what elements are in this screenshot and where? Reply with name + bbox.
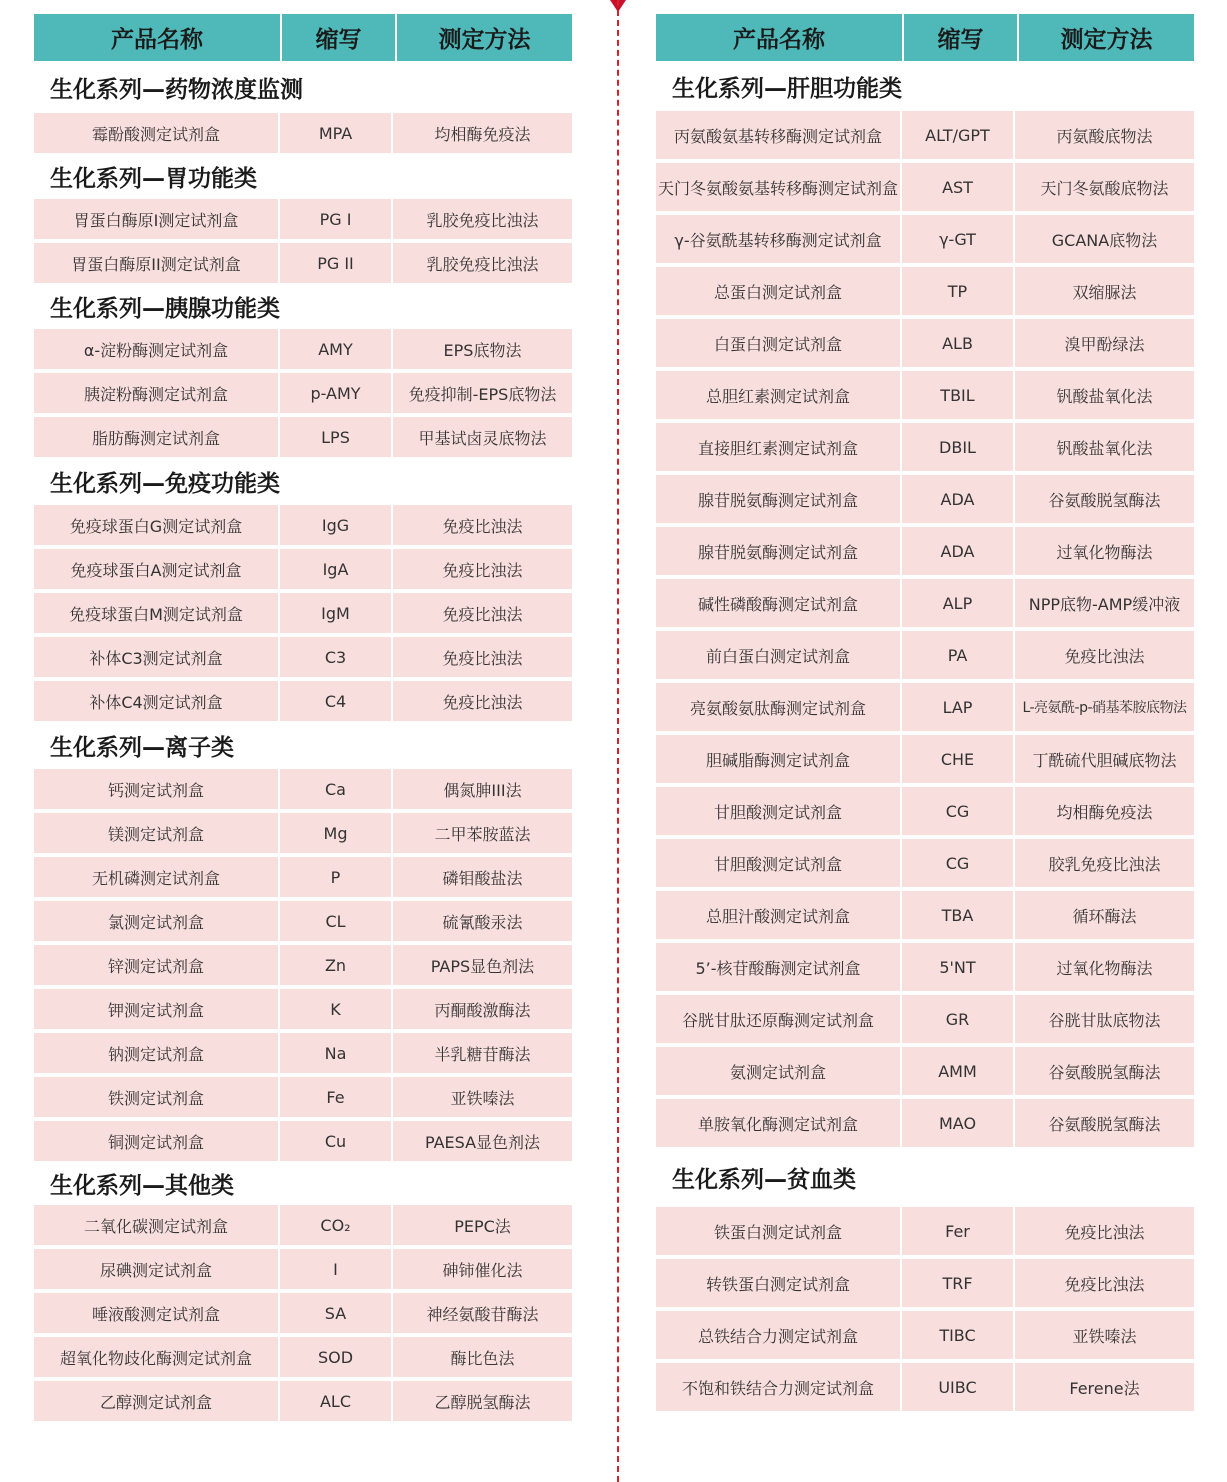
method-cell: 双缩脲法 <box>1072 282 1137 302</box>
table-row <box>34 113 572 153</box>
method-cell: 乙醇脱氢酶法 <box>434 1392 531 1412</box>
table-row <box>656 111 1194 159</box>
abbreviation-cell: Fer <box>902 1207 1015 1255</box>
table-row <box>656 215 1194 263</box>
product-name-cell: 氨测定试剂盒 <box>656 1047 902 1095</box>
abbreviation-cell: C3 <box>280 637 393 677</box>
method-cell: 均相酶免疫法 <box>1056 802 1153 822</box>
table-row <box>34 769 572 809</box>
right-table <box>656 14 1194 1411</box>
method-cell: 丙酮酸激酶法 <box>434 1000 531 1020</box>
method-cell: GCANA底物法 <box>1051 230 1158 250</box>
method-cell: 免疫比浊法 <box>1064 1222 1145 1242</box>
method-cell: 亚铁嗪法 <box>450 1088 515 1108</box>
abbreviation-cell: TP <box>902 267 1015 315</box>
method-cell: 免疫比浊法 <box>1064 646 1145 666</box>
abbreviation-cell: 5'NT <box>902 943 1015 991</box>
abbreviation-cell: TRF <box>902 1259 1015 1307</box>
header-abbreviation: 缩写 <box>282 14 397 61</box>
table-header <box>34 14 572 61</box>
abbreviation-cell: ALT/GPT <box>902 111 1015 159</box>
product-name-cell: 胰淀粉酶测定试剂盒 <box>34 373 280 413</box>
abbreviation-cell: MPA <box>280 113 393 153</box>
method-cell: 过氧化物酶法 <box>1056 542 1153 562</box>
abbreviation-cell: LAP <box>902 683 1015 731</box>
product-name-cell: 5’-核苷酸酶测定试剂盒 <box>656 943 902 991</box>
method-cell: 半乳糖苷酶法 <box>434 1044 531 1064</box>
abbreviation-cell: ALC <box>280 1381 393 1421</box>
product-name-cell: 锌测定试剂盒 <box>34 945 280 985</box>
method-cell: 溴甲酚绿法 <box>1064 334 1145 354</box>
section-title: 生化系列—药物浓度监测 <box>50 76 303 103</box>
method-cell: 免疫比浊法 <box>442 604 523 624</box>
product-name-cell: 脂肪酶测定试剂盒 <box>34 417 280 457</box>
method-cell: 谷氨酸脱氢酶法 <box>1048 1062 1161 1082</box>
method-cell: 磷钼酸盐法 <box>442 868 523 888</box>
method-cell: Ferene法 <box>1069 1378 1140 1398</box>
section-title: 生化系列—免疫功能类 <box>50 470 280 497</box>
abbreviation-cell: ADA <box>902 527 1015 575</box>
header-method: 测定方法 <box>1060 27 1153 53</box>
table-row <box>34 989 572 1029</box>
method-cell: 亚铁嗪法 <box>1072 1326 1137 1346</box>
abbreviation-cell: CL <box>280 901 393 941</box>
table-row <box>34 813 572 853</box>
abbreviation-cell: TBIL <box>902 371 1015 419</box>
table-row <box>656 475 1194 523</box>
product-name-cell: 腺苷脱氨酶测定试剂盒 <box>656 475 902 523</box>
abbreviation-cell: Ca <box>280 769 393 809</box>
product-name-cell: 铁蛋白测定试剂盒 <box>656 1207 902 1255</box>
abbreviation-cell: CO₂ <box>280 1205 393 1245</box>
product-name-cell: 胃蛋白酶原II测定试剂盒 <box>34 243 280 283</box>
product-name-cell: 钙测定试剂盒 <box>34 769 280 809</box>
table-row <box>656 1099 1194 1147</box>
abbreviation-cell: PG I <box>280 199 393 239</box>
method-cell: 神经氨酸苷酶法 <box>426 1304 539 1324</box>
table-header <box>656 14 1194 61</box>
table-row <box>656 579 1194 627</box>
table-row <box>656 683 1194 731</box>
table-row <box>34 637 572 677</box>
table-row <box>656 267 1194 315</box>
table-row <box>34 1249 572 1289</box>
product-name-cell: 腺苷脱氨酶测定试剂盒 <box>656 527 902 575</box>
product-name-cell: 镁测定试剂盒 <box>34 813 280 853</box>
product-name-cell: 乙醇测定试剂盒 <box>34 1381 280 1421</box>
abbreviation-cell: γ-GT <box>902 215 1015 263</box>
table-row <box>34 1381 572 1421</box>
abbreviation-cell: UIBC <box>902 1363 1015 1411</box>
method-cell: 谷氨酸脱氢酶法 <box>1048 490 1161 510</box>
method-cell: 偶氮胂III法 <box>443 780 522 800</box>
product-name-cell: 二氧化碳测定试剂盒 <box>34 1205 280 1245</box>
product-name-cell: 免疫球蛋白M测定试剂盒 <box>34 593 280 633</box>
abbreviation-cell: Na <box>280 1033 393 1073</box>
table-row <box>656 371 1194 419</box>
method-cell: 免疫比浊法 <box>442 516 523 536</box>
product-name-cell: 免疫球蛋白G测定试剂盒 <box>34 505 280 545</box>
abbreviation-cell: p-AMY <box>280 373 393 413</box>
product-name-cell: 前白蛋白测定试剂盒 <box>656 631 902 679</box>
product-name-cell: 亮氨酸氨肽酶测定试剂盒 <box>656 683 902 731</box>
product-name-cell: 钾测定试剂盒 <box>34 989 280 1029</box>
product-name-cell: 天门冬氨酸氨基转移酶测定试剂盒 <box>656 163 902 211</box>
table-row <box>34 681 572 721</box>
table-row <box>34 593 572 633</box>
abbreviation-cell: IgM <box>280 593 393 633</box>
method-cell: EPS底物法 <box>443 340 522 360</box>
table-row <box>656 995 1194 1043</box>
abbreviation-cell: Fe <box>280 1077 393 1117</box>
product-name-cell: 谷胱甘肽还原酶测定试剂盒 <box>656 995 902 1043</box>
product-name-cell: 霉酚酸测定试剂盒 <box>34 113 280 153</box>
table-row <box>34 417 572 457</box>
abbreviation-cell: AMY <box>280 329 393 369</box>
product-name-cell: 补体C4测定试剂盒 <box>34 681 280 721</box>
product-name-cell: 总铁结合力测定试剂盒 <box>656 1311 902 1359</box>
method-cell: 钒酸盐氧化法 <box>1056 386 1153 406</box>
abbreviation-cell: Zn <box>280 945 393 985</box>
product-name-cell: 铁测定试剂盒 <box>34 1077 280 1117</box>
abbreviation-cell: CHE <box>902 735 1015 783</box>
header-method: 测定方法 <box>438 27 531 53</box>
product-name-cell: 唾液酸测定试剂盒 <box>34 1293 280 1333</box>
abbreviation-cell: SA <box>280 1293 393 1333</box>
table-row <box>34 1293 572 1333</box>
product-name-cell: 无机磷测定试剂盒 <box>34 857 280 897</box>
method-cell: PEPC法 <box>454 1216 511 1236</box>
method-cell: 二甲苯胺蓝法 <box>434 824 531 844</box>
abbreviation-cell: Mg <box>280 813 393 853</box>
section-title: 生化系列—其他类 <box>50 1172 234 1199</box>
method-cell: 酶比色法 <box>450 1348 515 1368</box>
product-name-cell: 总胆汁酸测定试剂盒 <box>656 891 902 939</box>
method-cell: 钒酸盐氧化法 <box>1056 438 1153 458</box>
table-row <box>34 1077 572 1117</box>
product-name-cell: 碱性磷酸酶测定试剂盒 <box>656 579 902 627</box>
method-cell: 免疫比浊法 <box>442 648 523 668</box>
abbreviation-cell: CG <box>902 839 1015 887</box>
product-name-cell: 转铁蛋白测定试剂盒 <box>656 1259 902 1307</box>
method-cell: 谷胱甘肽底物法 <box>1048 1010 1161 1030</box>
product-name-cell: 丙氨酸氨基转移酶测定试剂盒 <box>656 111 902 159</box>
table-row <box>34 945 572 985</box>
abbreviation-cell: GR <box>902 995 1015 1043</box>
table-row <box>656 1311 1194 1359</box>
table-row <box>34 549 572 589</box>
abbreviation-cell: ALP <box>902 579 1015 627</box>
method-cell: PAPS显色剂法 <box>430 956 535 976</box>
product-name-cell: 不饱和铁结合力测定试剂盒 <box>656 1363 902 1411</box>
table-row <box>656 1363 1194 1411</box>
table-row <box>656 787 1194 835</box>
abbreviation-cell: DBIL <box>902 423 1015 471</box>
abbreviation-cell: P <box>280 857 393 897</box>
abbreviation-cell: PG II <box>280 243 393 283</box>
abbreviation-cell: AST <box>902 163 1015 211</box>
table-row <box>34 1205 572 1245</box>
table-row <box>656 631 1194 679</box>
abbreviation-cell: ADA <box>902 475 1015 523</box>
method-cell: 免疫抑制-EPS底物法 <box>408 384 557 404</box>
table-row <box>34 1337 572 1377</box>
abbreviation-cell: C4 <box>280 681 393 721</box>
product-name-cell: 总蛋白测定试剂盒 <box>656 267 902 315</box>
product-name-cell: 超氧化物歧化酶测定试剂盒 <box>34 1337 280 1377</box>
abbreviation-cell: SOD <box>280 1337 393 1377</box>
table-row <box>34 857 572 897</box>
product-name-cell: 钠测定试剂盒 <box>34 1033 280 1073</box>
method-cell: 免疫比浊法 <box>1064 1274 1145 1294</box>
section-title: 生化系列—胰腺功能类 <box>50 295 280 322</box>
abbreviation-cell: AMM <box>902 1047 1015 1095</box>
product-name-cell: 甘胆酸测定试剂盒 <box>656 787 902 835</box>
method-cell: 过氧化物酶法 <box>1056 958 1153 978</box>
header-abbreviation: 缩写 <box>904 14 1019 61</box>
method-cell: 免疫比浊法 <box>442 692 523 712</box>
method-cell: 乳胶免疫比浊法 <box>426 254 539 274</box>
table-row <box>656 527 1194 575</box>
method-cell: 丁酰硫代胆碱底物法 <box>1032 750 1177 770</box>
product-name-cell: 尿碘测定试剂盒 <box>34 1249 280 1289</box>
table-row <box>656 319 1194 367</box>
table-row <box>656 423 1194 471</box>
table-row <box>656 839 1194 887</box>
table-row <box>656 943 1194 991</box>
product-name-cell: 铜测定试剂盒 <box>34 1121 280 1161</box>
abbreviation-cell: CG <box>902 787 1015 835</box>
table-row <box>656 163 1194 211</box>
table-row <box>34 1121 572 1161</box>
table-row <box>656 1047 1194 1095</box>
table-row <box>656 1259 1194 1307</box>
product-name-cell: 免疫球蛋白A测定试剂盒 <box>34 549 280 589</box>
table-row <box>656 735 1194 783</box>
header-product-name: 产品名称 <box>656 14 904 61</box>
method-cell: 天门冬氨酸底物法 <box>1040 178 1169 198</box>
method-cell: 硫氰酸汞法 <box>442 912 523 932</box>
left-table <box>34 14 572 1421</box>
table-row <box>656 891 1194 939</box>
abbreviation-cell: I <box>280 1249 393 1289</box>
method-cell: L-亮氨酰-p-硝基苯胺底物法 <box>1022 700 1187 716</box>
section-title: 生化系列—肝胆功能类 <box>672 75 902 102</box>
method-cell: 胶乳免疫比浊法 <box>1048 854 1161 874</box>
abbreviation-cell: K <box>280 989 393 1029</box>
abbreviation-cell: IgG <box>280 505 393 545</box>
method-cell: 循环酶法 <box>1072 906 1137 926</box>
method-cell: NPP底物-AMP缓冲液 <box>1028 594 1181 614</box>
abbreviation-cell: IgA <box>280 549 393 589</box>
table-row <box>34 505 572 545</box>
method-cell: 砷铈催化法 <box>442 1260 523 1280</box>
header-product-name: 产品名称 <box>34 14 282 61</box>
abbreviation-cell: LPS <box>280 417 393 457</box>
method-cell: 谷氨酸脱氢酶法 <box>1048 1114 1161 1134</box>
center-divider <box>617 0 619 1482</box>
product-name-cell: 胆碱脂酶测定试剂盒 <box>656 735 902 783</box>
method-cell: 丙氨酸底物法 <box>1056 126 1153 146</box>
product-name-cell: 补体C3测定试剂盒 <box>34 637 280 677</box>
abbreviation-cell: TBA <box>902 891 1015 939</box>
product-name-cell: α-淀粉酶测定试剂盒 <box>34 329 280 369</box>
product-name-cell: 总胆红素测定试剂盒 <box>656 371 902 419</box>
table-row <box>34 243 572 283</box>
product-name-cell: γ-谷氨酰基转移酶测定试剂盒 <box>656 215 902 263</box>
table-row <box>34 373 572 413</box>
method-cell: 免疫比浊法 <box>442 560 523 580</box>
abbreviation-cell: TIBC <box>902 1311 1015 1359</box>
section-title: 生化系列—贫血类 <box>672 1166 856 1193</box>
method-cell: 乳胶免疫比浊法 <box>426 210 539 230</box>
abbreviation-cell: PA <box>902 631 1015 679</box>
product-name-cell: 直接胆红素测定试剂盒 <box>656 423 902 471</box>
section-title: 生化系列—离子类 <box>50 734 234 761</box>
table-row <box>34 901 572 941</box>
abbreviation-cell: Cu <box>280 1121 393 1161</box>
table-row <box>656 1207 1194 1255</box>
abbreviation-cell: ALB <box>902 319 1015 367</box>
section-title: 生化系列—胃功能类 <box>50 165 257 192</box>
table-row <box>34 199 572 239</box>
product-name-cell: 甘胆酸测定试剂盒 <box>656 839 902 887</box>
method-cell: PAESA显色剂法 <box>424 1132 541 1152</box>
product-name-cell: 氯测定试剂盒 <box>34 901 280 941</box>
abbreviation-cell: MAO <box>902 1099 1015 1147</box>
method-cell: 甲基试卤灵底物法 <box>418 428 547 448</box>
product-name-cell: 白蛋白测定试剂盒 <box>656 319 902 367</box>
method-cell: 均相酶免疫法 <box>434 124 531 144</box>
table-row <box>34 329 572 369</box>
product-name-cell: 胃蛋白酶原I测定试剂盒 <box>34 199 280 239</box>
product-name-cell: 单胺氧化酶测定试剂盒 <box>656 1099 902 1147</box>
table-row <box>34 1033 572 1073</box>
